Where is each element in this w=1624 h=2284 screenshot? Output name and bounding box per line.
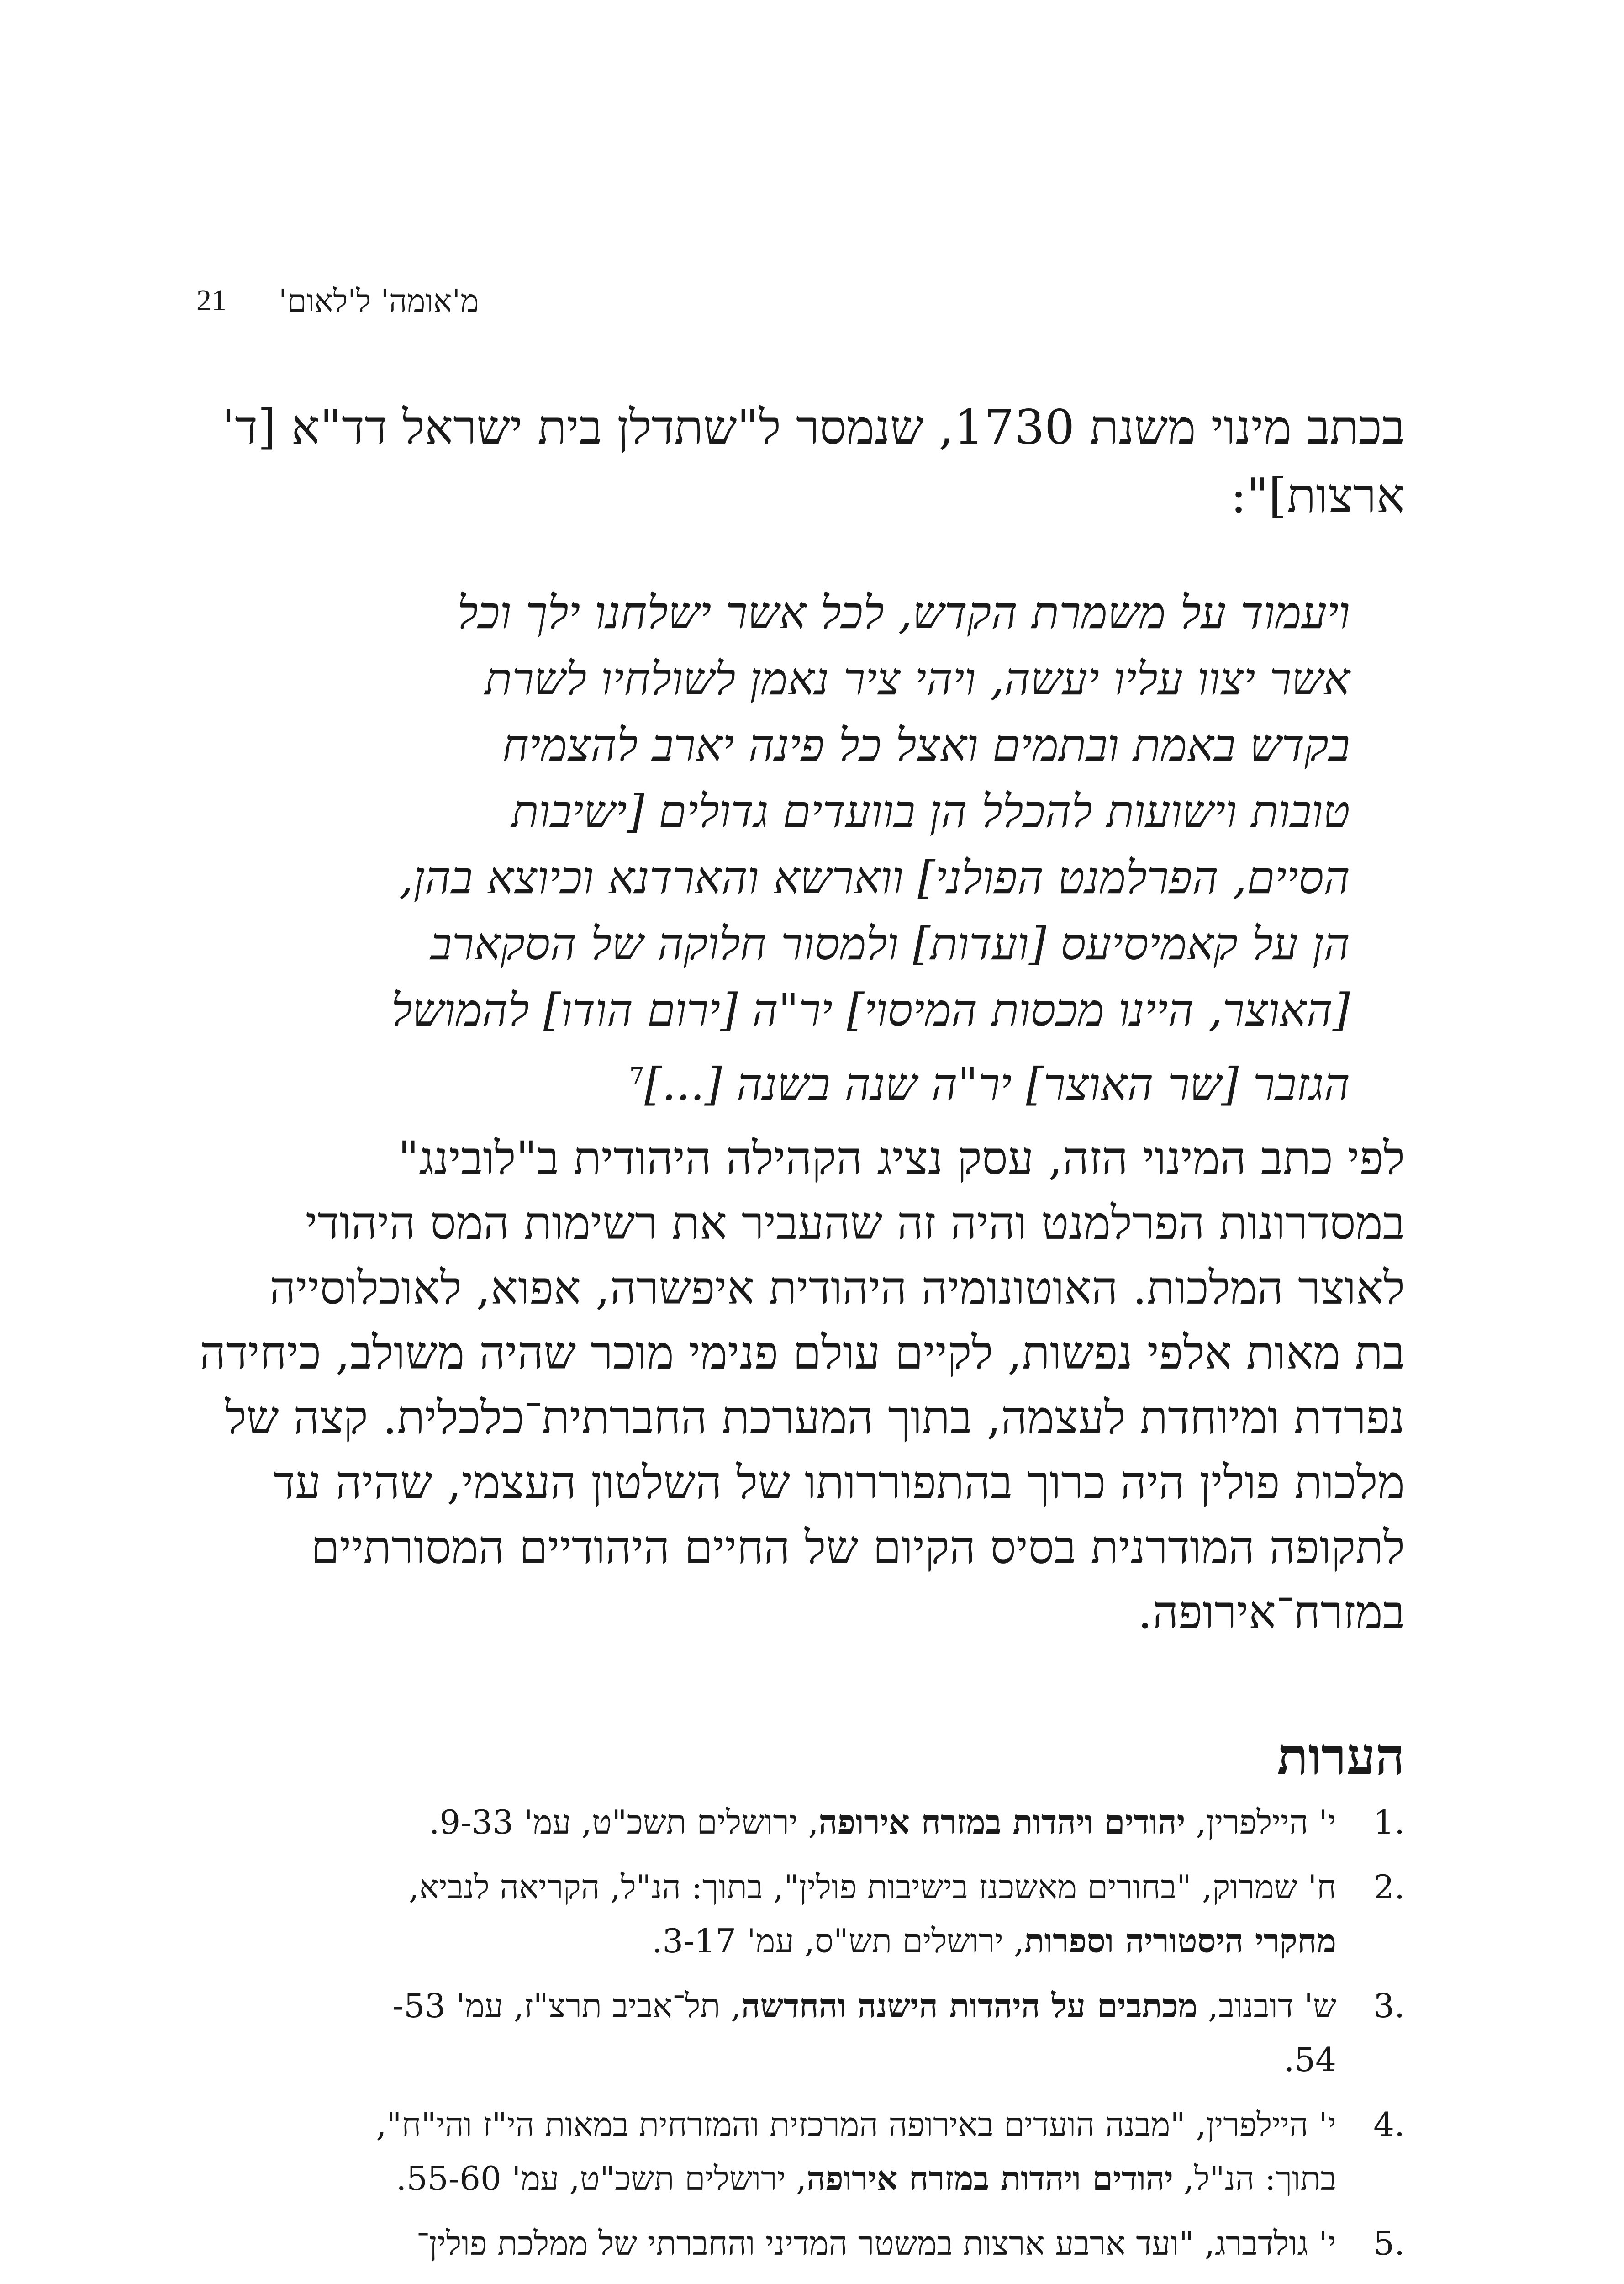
note-line: 54. — [1284, 2041, 1336, 2079]
note-number: .2 — [1373, 1868, 1405, 1906]
paragraph-line: במזרח־אירופה. — [1138, 1586, 1405, 1639]
quote-line: הסיים, הפרלמנט הפולני] ווארשא והארדנא וכיוצא בהן, — [399, 852, 1350, 904]
note-line: ח' שמרוק, "בחורים מאשכנז בישיבות פולין", בתוך: הנ"ל, הקריאה לנביא, — [408, 1868, 1336, 1906]
note-bold-title: יהודים ויהדות במזרח אירופה — [818, 1803, 1186, 1841]
note-text — [196, 1979, 1336, 2087]
paragraph-line: נפרדת ומיוחדת לעצמה, בתוך המערכת החברתית־כלכלית. קצה של — [225, 1391, 1405, 1444]
paragraph-line: לתקופה המודרנית בסיס הקיום של החיים היהודיים המסורתיים — [311, 1521, 1405, 1574]
note-bold-title: מחקרי היסטוריה וספרות — [1024, 1921, 1336, 1960]
note-item — [196, 2216, 1405, 2270]
notes-list — [196, 1795, 1405, 2281]
quote-line-last — [256, 1044, 1350, 1118]
page-number: 21 — [196, 284, 227, 317]
paragraph-line: בת מאות אלפי נפשות, לקיים עולם פנימי מוכר שהיה משולב, כיחידה — [200, 1326, 1405, 1380]
note-number: .5 — [1373, 2224, 1405, 2263]
quote-line: [האוצר, היינו מכסות המיסוי] יר"ה [ירום הודו] להמושל — [391, 984, 1350, 1036]
note-line: ש' דובנוב, מכתבים על היהדות הישנה והחדשה, תל־אביב תרצ"ז, עמ' 53- — [392, 1986, 1336, 2025]
quote-line: הגזבר [שר האוצר] יר"ה שנה בשנה [...] — [644, 1058, 1350, 1111]
paragraph-line: במסדרונות הפרלמנט והיה זה שהעביר את רשימות המס היהודי — [305, 1196, 1405, 1250]
intro-line: ארצות]": — [1230, 468, 1405, 523]
note-item — [196, 1979, 1405, 2087]
quote-line: הן על קאמיסיעס [ועדות] ולמסור חלוקה של הסקארב — [430, 918, 1350, 970]
paragraph-line: לאוצר המלכות. האוטונומיה היהודית איפשרה, אפוא, לאוכלוסייה — [269, 1261, 1405, 1315]
note-text — [196, 1795, 1336, 1849]
note-text — [196, 1860, 1336, 1968]
body-paragraph — [196, 1126, 1405, 1645]
intro-line: בכתב מינוי משנת 1730, שנמסר ל"שתדלן בית ישראל דד"א [ד' — [221, 399, 1405, 455]
footnote-reference[interactable]: 7 — [629, 1063, 645, 1090]
note-line: י' היילפרין, יהודים ויהדות במזרח אירופה, ירושלים תשכ"ט, עמ' 9-33. — [429, 1803, 1336, 1841]
note-line: י' גולדברג, "ועד ארבע ארצות במשטר המדיני והחברתי של ממלכת פולין־ — [416, 2224, 1336, 2263]
paragraph-line: מלכות פולין היה כרוך בהתפוררותו של השלטון העצמי, שהיה עד — [273, 1456, 1405, 1509]
note-line: בתוך: הנ"ל, יהודים ויהדות במזרח אירופה, ירושלים תשכ"ט, עמ' 55-60. — [396, 2159, 1336, 2198]
quote-line: בקדש באמת ובתמים ואצל כל פינה יארב להצמיח — [502, 719, 1350, 772]
notes-heading: הערות — [1277, 1727, 1405, 1787]
quote-line: ויעמוד על משמרת הקדש, לכל אשר ישלחנו ילך וכל — [457, 587, 1350, 639]
note-number: .4 — [1373, 2105, 1405, 2144]
running-title: מ'אומה' ל'לאום' — [279, 283, 479, 319]
note-item — [196, 1795, 1405, 1849]
quote-line: טובות וישועות להכלל הן בוועדים גדולים [ישיבות — [511, 786, 1350, 838]
running-head — [196, 283, 1405, 333]
note-item — [196, 1860, 1405, 1968]
note-bold-title: מכתבים על היהדות הישנה והחדשה — [741, 1986, 1198, 2025]
note-line: מחקרי היסטוריה וספרות, ירושלים תש"ס, עמ' 3-17. — [652, 1921, 1336, 1960]
note-line: י' היילפרין, "מבנה הועדים באירופה המרכזית והמזרחית במאות הי"ז והי"ח", — [376, 2105, 1336, 2144]
quote-line: אשר יצוו עליו יעשה, ויהי ציר נאמן לשולחיו לשרת — [485, 653, 1350, 705]
note-text — [196, 2098, 1336, 2205]
note-number: .1 — [1373, 1803, 1405, 1841]
intro-text — [196, 393, 1405, 530]
note-bold-title: יהודים ויהדות במזרח אירופה — [807, 2159, 1174, 2198]
note-number: .3 — [1373, 1987, 1405, 2025]
paragraph-line: לפי כתב המינוי הזה, עסק נציג הקהילה היהודית ב"לובינג" — [398, 1131, 1405, 1185]
block-quote — [256, 580, 1350, 1118]
note-text — [196, 2216, 1336, 2270]
note-item — [196, 2098, 1405, 2205]
